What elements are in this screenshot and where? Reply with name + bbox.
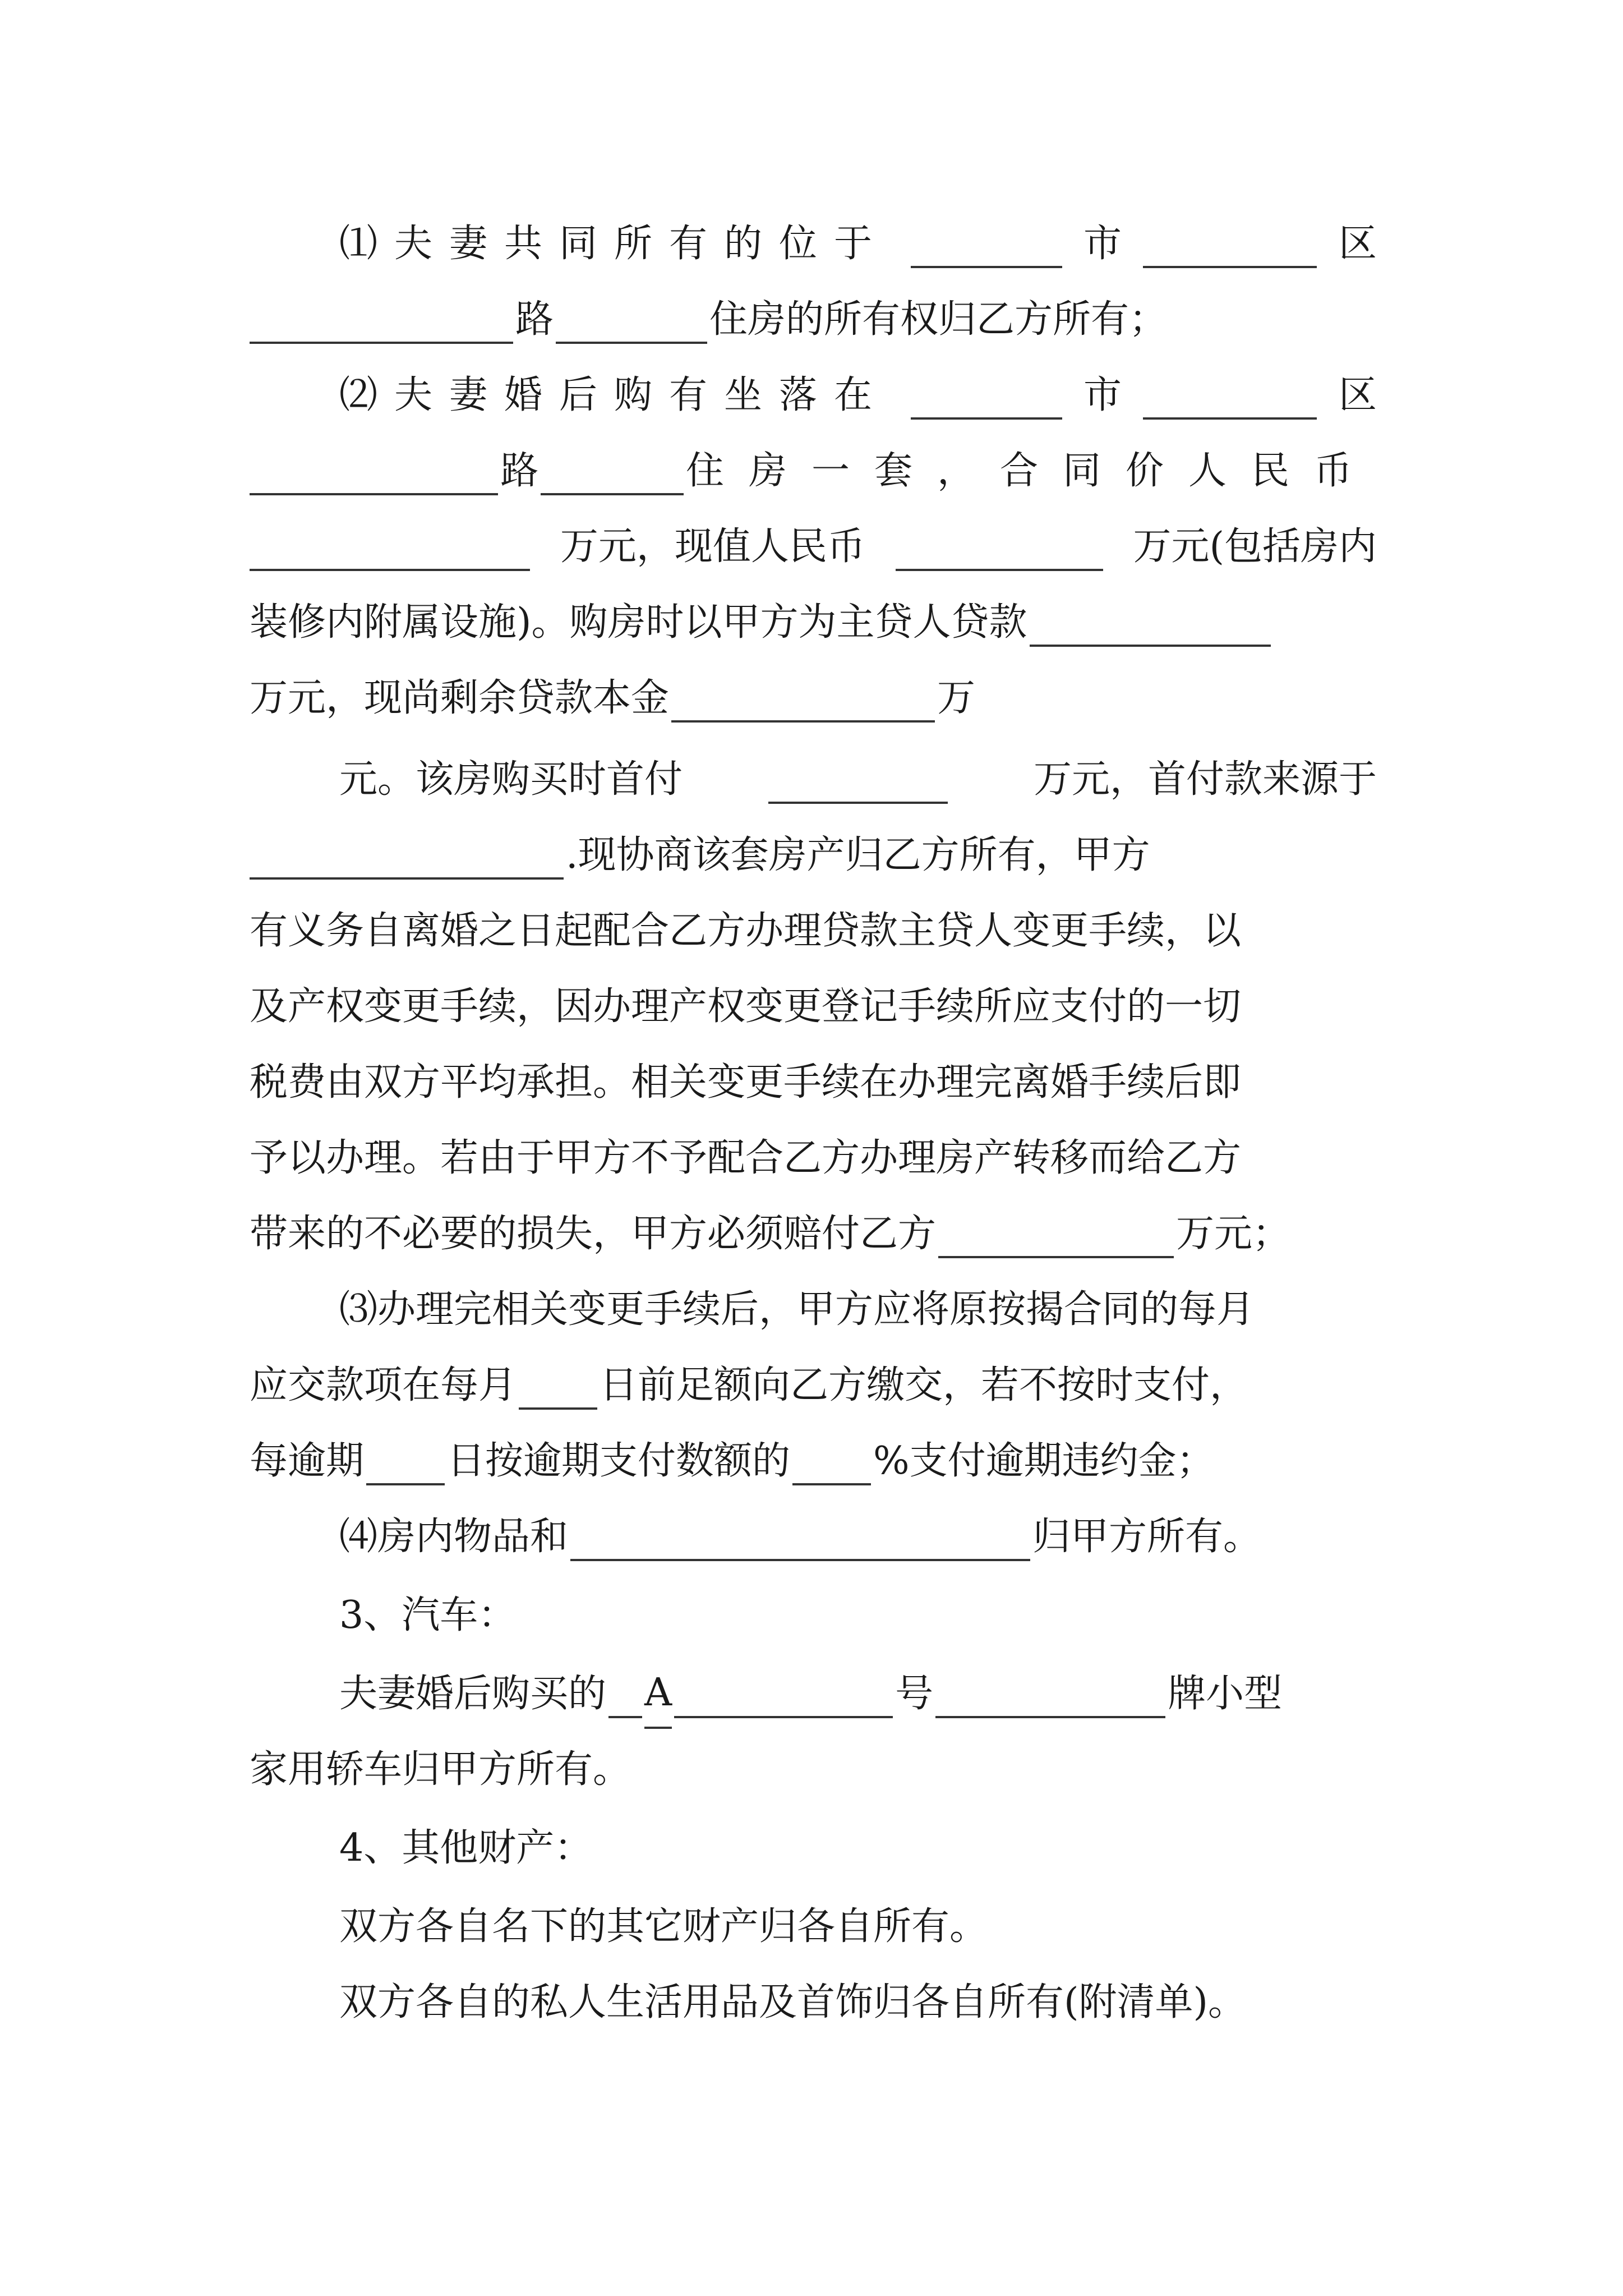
payment-day-label: 应交款项在每月 (250, 1363, 517, 1407)
other-heading (339, 1815, 1377, 1882)
overdue-label: 每逾期 (250, 1439, 365, 1483)
clause-2-line-5 (250, 665, 1377, 732)
clause-2-line-3 (250, 513, 1377, 581)
car-model-text: 牌小型 (1168, 1672, 1283, 1716)
blank-field (896, 534, 1103, 571)
clause-1-city: 市 (1083, 222, 1122, 266)
clause-2-line-11 (250, 1125, 1377, 1192)
blank-field (911, 383, 1062, 420)
car-heading (339, 1582, 1377, 1649)
section-heading: 4、其他财产： (339, 1826, 593, 1870)
blank-field (366, 1448, 445, 1485)
body-text: 予以办理。若由于甲方不予配合乙方办理房产转移而给乙方 (250, 1136, 1242, 1180)
blank-field (1143, 231, 1317, 268)
blank-field (608, 1681, 642, 1718)
blank-field (792, 1448, 871, 1485)
clause-3-line-2 (250, 1352, 1377, 1419)
clause-2-current-value: 万元，现值人民币 (560, 524, 865, 569)
plate-prefix: A (644, 1659, 672, 1729)
clause-2-line-2 (250, 438, 1377, 505)
blank-field (570, 1524, 1030, 1561)
blank-field (1143, 383, 1317, 420)
clause-2-district: 区 (1338, 373, 1377, 417)
blank-field (911, 231, 1062, 268)
section-heading: 3、汽车： (339, 1593, 517, 1637)
clause-2-line-6 (339, 746, 1377, 813)
down-payment-source: 万元，首付款来源于 (1033, 757, 1377, 802)
clause-2-line-8 (250, 898, 1377, 965)
blank-field (250, 458, 498, 495)
overdue-text: 日按逾期支付数额的 (447, 1439, 791, 1483)
blank-field (556, 307, 707, 344)
penalty-text: %支付逾期违约金； (873, 1439, 1215, 1483)
blank-field (671, 685, 935, 723)
clause-2-line-12 (250, 1200, 1377, 1268)
blank-field (250, 534, 530, 571)
clause-4-line-1 (339, 1503, 1377, 1571)
blank-field (250, 307, 513, 344)
clause-4-prefix: ⑷房内物品和 (339, 1515, 569, 1559)
clause-4-rest: 归甲方所有。 (1032, 1515, 1262, 1559)
car-line-1 (339, 1660, 1377, 1728)
clause-3-line-1 (339, 1276, 1377, 1343)
blank-field (541, 458, 684, 495)
blank-field (768, 767, 948, 804)
clause-2-loan: 装修内附属设施)。购房时以甲方为主贷人贷款 (250, 600, 1027, 645)
body-text: 双方各自的私人生活用品及首饰归各自所有(附清单)。 (339, 1980, 1247, 2024)
clause-1-line-1 (339, 210, 1377, 278)
clause-2-line-9 (250, 973, 1377, 1041)
clause-2-price: 合同价人民币 (999, 449, 1377, 493)
blank-field (938, 1221, 1174, 1258)
car-purchase-text: 夫妻婚后购买的 (339, 1672, 607, 1716)
payment-day-text: 日前足额向乙方缴交，若不按时支付， (600, 1363, 1248, 1407)
blank-field (1030, 610, 1271, 647)
body-text: 及产权变更手续，因办理产权变更登记手续所应支付的一切 (250, 984, 1242, 1029)
clause-2-line-7 (250, 822, 1377, 889)
clause-2-including: 万元(包括房内 (1133, 524, 1377, 569)
blank-field (935, 1681, 1165, 1718)
down-payment-label: 元。该房购买时首付 (339, 757, 683, 802)
clause-2-agreement: .现协商该套房产归乙方所有，甲方 (566, 833, 1150, 877)
clause-2-city: 市 (1083, 373, 1122, 417)
plate-number-suffix: 号 (895, 1672, 934, 1716)
clause-2-line-10 (250, 1049, 1377, 1116)
clause-1-line-2 (250, 286, 1377, 353)
clause-2-remaining: 万元，现尚剩余贷款本金 (250, 676, 670, 720)
clause-2-house: 住房一套， (685, 449, 1000, 493)
body-text: 税费由双方平均承担。相关变更手续在办理完离婚手续后即 (250, 1060, 1242, 1105)
body-text: ⑶办理完相关变更手续后，甲方应将原按揭合同的每月 (339, 1287, 1255, 1332)
clause-3-line-3 (250, 1428, 1377, 1495)
clause-1-rest: 住房的所有权归乙方所有； (709, 297, 1168, 342)
clause-2-prefix: ⑵夫妻婚后购有坐落在 (339, 373, 889, 417)
clause-2-road: 路 (500, 449, 539, 493)
blank-field (250, 843, 564, 880)
body-text: 有义务自离婚之日起配合乙方办理贷款主贷人变更手续，以 (250, 909, 1242, 953)
blank-field (674, 1681, 893, 1718)
clause-2-line-4 (250, 589, 1377, 656)
compensation-unit: 万元； (1176, 1212, 1291, 1256)
clause-1-prefix: ⑴夫妻共同所有的位于 (339, 222, 889, 266)
clause-1-road: 路 (515, 297, 554, 342)
clause-2-line-1 (339, 362, 1377, 429)
clause-2-wan: 万 (937, 676, 976, 720)
body-text: 双方各自名下的其它财产归各自所有。 (339, 1904, 988, 1949)
other-line-2 (339, 1969, 1377, 2036)
compensation-text: 带来的不必要的损失，甲方必须赔付乙方 (250, 1212, 937, 1256)
car-line-2 (250, 1736, 1377, 1803)
other-line-1 (339, 1893, 1377, 1961)
clause-1-district: 区 (1338, 222, 1377, 266)
body-text: 家用轿车归甲方所有。 (250, 1747, 631, 1792)
blank-field (519, 1373, 597, 1410)
